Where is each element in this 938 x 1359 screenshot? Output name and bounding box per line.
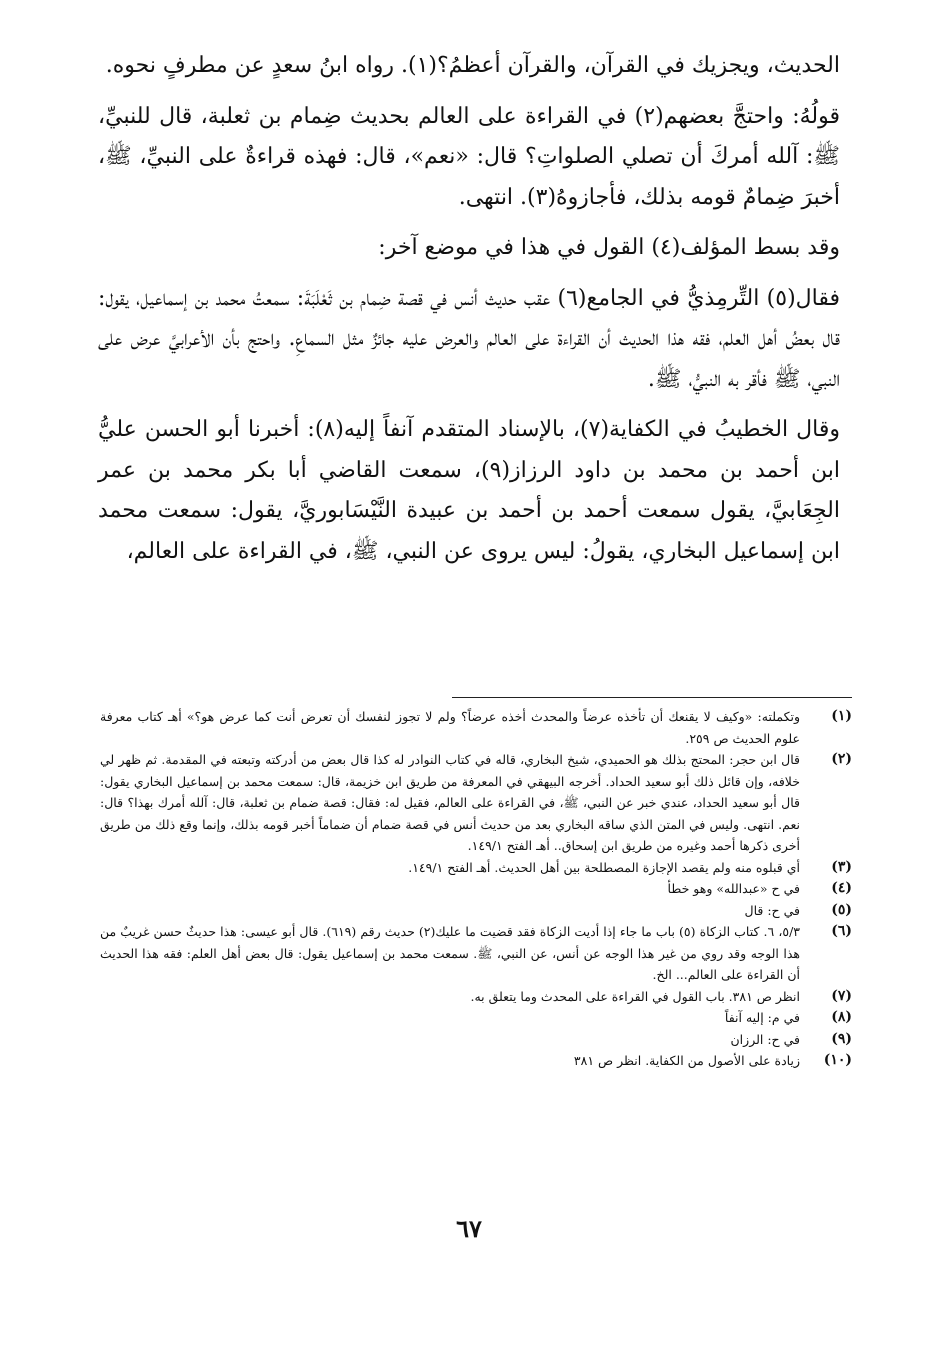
- footnote-number: (٢): [831, 751, 852, 767]
- footnote-text: انظر ص ٣٨١. باب القول في القراءة على المحدث وما يتعلق به.: [470, 988, 800, 1004]
- footnote-number: (٤): [831, 880, 852, 896]
- footnote: [100, 1007, 852, 1029]
- footnote-text: في م: إليه آنفاً: [724, 1010, 800, 1025]
- footnote-text: زيادة على الأصول من الكفاية. انظر ص ٣٨١: [573, 1053, 800, 1068]
- main-text: [98, 46, 840, 572]
- footnote-text: في ح: الرزان: [730, 1031, 800, 1047]
- paragraph: وقال الخطيبُ في الكفاية(٧)، بالإسناد المتقدم آنفاً إليه(٨): أخبرنا أبو الحسن عليُّ ابن أحمد بن محمد بن داود الرزاز(٩)، سمعت القاضي أبا بكر محمد بن عمر الجِعَابيَّ، يقول سمعت أحمد بن أحمد بن عبيدة النَّيْسَابوريَّ، يقول: سمعت محمد ابن إسماعيل البخاري، يقولُ: ليس يروى عن النبي، ﷺ، في القراءة على العالم،: [98, 417, 841, 564]
- paragraph: وقد بسط المؤلف(٤) القول في هذا في موضع آخر:: [378, 235, 840, 260]
- footnote: [100, 986, 852, 1008]
- footnote-number: (٧): [831, 987, 852, 1004]
- footnote: [100, 1050, 852, 1072]
- footnote: [100, 878, 852, 900]
- footnote-number: (١٠): [823, 1052, 852, 1068]
- footnote-text: ٥/٣، ٦. كتاب الزكاة (٥) باب ما جاء إذا أديت الزكاة فقد قضيت ما عليك(٢) حديث رقم (٦١٩). قال أبو عيسى: هذا حديثٌ حسن غريبٌ من هذا الوجه وقد روي من غير هذا الوجه عن أنس، عن النبي، ﷺ. سمعت محمد بن إسماعيل يقول: قال بعض أهل العلم: فقه هذا الحديث أن القراءة على العالم... الخ.: [100, 924, 800, 982]
- footnote-text: قال ابن حجر: المحتج بذلك هو الحميدي، شيخ البخاري، قاله في كتاب النوادر له كذا قال بعض من أدركته وتبعته في المقدمة. ثم ظهر لي خلافه، وإن قائل ذلك أبو سعيد الحداد. أخرجه البيهقي في المعرفة من طريق ابن خزيمة، قال: سمعت محمد بن إسماعيل البخاري يقول: قال أبو سعيد الحداد، عندي خبر عن النبي، ﷺ، في القراءة على العالم، فقيل له: فقال: قصة ضمام بن ثعلبة، قال: آلله أمرك بهذا؟ قال: نعم. انتهى. وليس في المتن الذي ساقه البخاري بعد من حديث أنس في قصة ضمام أن ضماماً أخبر قومه بذلك، وإنما وقع ذلك من طريق أخرى ذكرها أحمد وغيره من طريق ابن إسحاق.. أهـ الفتح ١٤٩/١.: [100, 752, 800, 853]
- footnote-number: (٩): [831, 1030, 852, 1047]
- footnote-separator: [452, 697, 852, 698]
- footnote-text: وتكملته: «وكيف لا يقنعك أن تأخذه عرضاً والمحدث أخذه عرضاً؟ ولم لا تجوز لنفسك أن تعرض أنت كما عرض هو؟» أهـ كتاب معرفة علوم الحديث ص ٢٥٩.: [100, 709, 800, 746]
- footnote: [100, 900, 852, 922]
- footnote-text: في ح: قال: [744, 902, 800, 918]
- footnote: [100, 1029, 852, 1051]
- paragraph: الحديث، ويجزيك في القرآن، والقرآن أعظمُ؟(١). رواه ابنُ سعدٍ عن مطرفٍ نحوه.: [105, 53, 840, 78]
- footnote-number: (٣): [831, 858, 852, 875]
- paragraph: فقال(٥) التِّرمِذيُّ في الجامع(٦) عقب حديث أنس في قصة ضِمام بن ثَعْلَبَةَ: سمعتُ محمد بن إسماعيل، يقول: قال بعضُ أهل العلم، فقه هذا الحديث أن القراءة على العالم والعرض عليه جائزٌ مثل السماعِ. واحتج بأن الأعرابيَّ عرض على النبي، ﷺ فأقر به النبيُّ، ﷺ.: [98, 285, 840, 392]
- footnote: [100, 857, 852, 879]
- page-number: ٦٧: [456, 1214, 482, 1243]
- footnote: [100, 706, 852, 749]
- footnote: [100, 749, 852, 857]
- footnote: [100, 921, 852, 986]
- footnote-text: في ح «عبدالله» وهو خطأ: [667, 881, 800, 896]
- footnotes: [100, 706, 852, 1072]
- footnote-text: أي قبلوه منه ولم يقصد الإجازة المصطلحة بين أهل الحديث. أهـ الفتح ١٤٩/١.: [408, 859, 800, 875]
- footnote-number: (٦): [831, 923, 852, 939]
- footnote-number: (١): [831, 708, 852, 724]
- footnote-number: (٨): [831, 1009, 852, 1025]
- footnote-number: (٥): [831, 901, 852, 918]
- paragraph: قولُهُ: واحتجَّ بعضهم(٢) في القراءة على العالم بحديث ضِمام بن ثعلبة، قال للنبيِّ، ﷺ: آلله أمركَ أن تصلي الصلواتِ؟ قال: «نعم»، قال: فهذه قراءةٌ على النبيِّ، ﷺ، أخبرَ ضِمامٌ قومه بذلك، فأجازوهُ(٣). انتهى.: [98, 103, 840, 210]
